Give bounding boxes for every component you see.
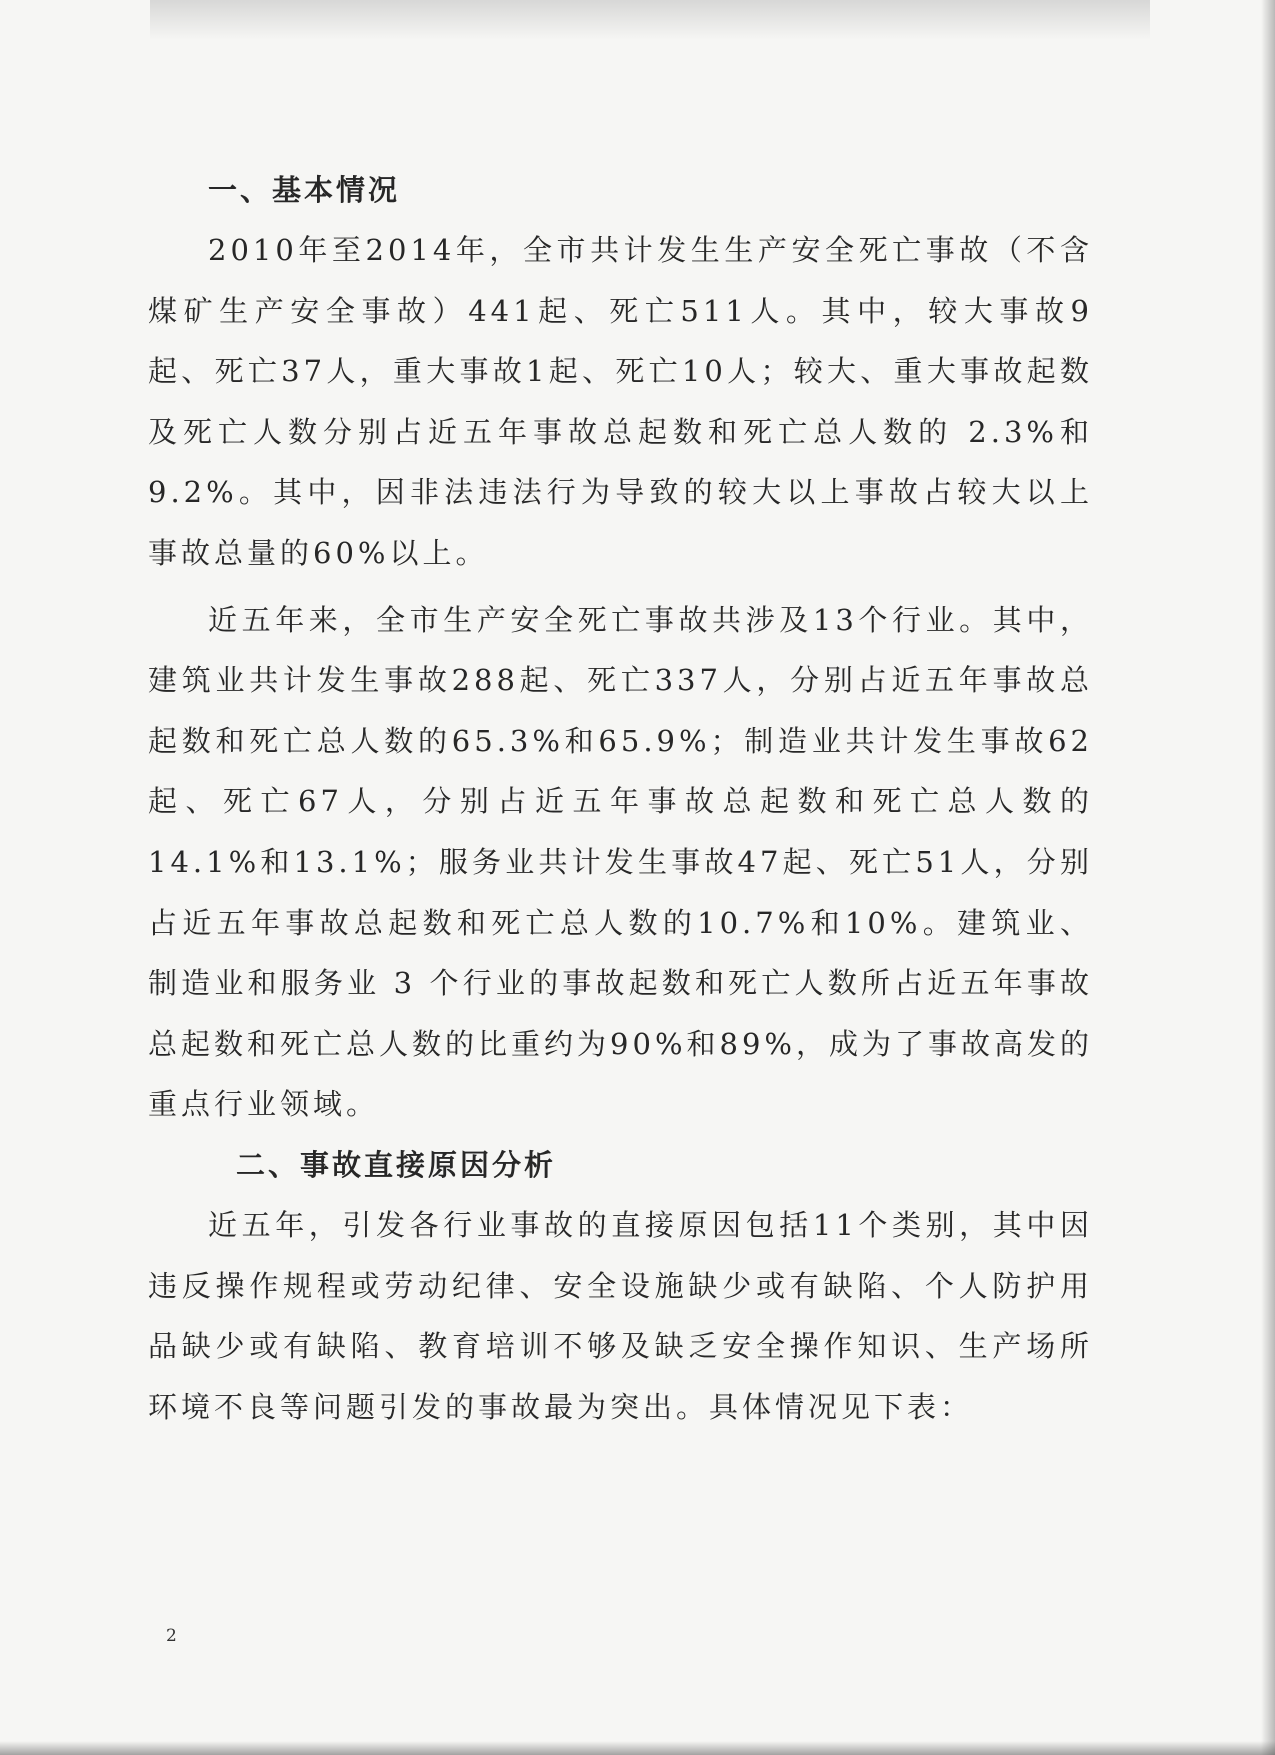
scan-edge-right — [1261, 0, 1275, 1755]
paragraph-accident-overview: 2010年至2014年，全市共计发生生产安全死亡事故（不含煤矿生产安全事故）441起、死亡511人。其中，较大事故9起、死亡37人，重大事故1起、死亡10人；较大、重大事故起数及死亡人数分别占近五年事故总起数和死亡总人数的 2.3%和9.2%。其中，因非法违法行为导致的较大以上事故占较大以上事故总量的60%以上。 — [148, 233, 1093, 570]
section-heading-direct-cause-analysis: 二、事故直接原因分析 — [236, 1147, 557, 1182]
page-number: 2 — [166, 1626, 177, 1646]
paragraph-direct-causes: 近五年，引发各行业事故的直接原因包括11个类别，其中因违反操作规程或劳动纪律、安全设施缺少或有缺陷、个人防护用品缺少或有缺陷、教育培训不够及缺乏安全操作知识、生产场所环境不良等问题引发的事故最为突出。具体情况见下表： — [148, 1207, 1093, 1424]
paragraph-industry-breakdown: 近五年来，全市生产安全死亡事故共涉及13个行业。其中，建筑业共计发生事故288起、死亡337人，分别占近五年事故总起数和死亡总人数的65.3%和65.9%；制造业共计发生事故62起、死亡67人，分别占近五年事故总起数和死亡总人数的14.1%和13.1%；服务业共计发生事故47起、死亡51人，分别占近五年事故总起数和死亡总人数的10.7%和10%。建筑业、制造业和服务业 3 个行业的事故起数和死亡人数所占近五年事故总起数和死亡总人数的比重约为90%和89%，成为了事故高发的重点行业领域。 — [148, 602, 1093, 1122]
document-body — [148, 165, 1093, 1437]
scan-edge-bottom — [0, 1741, 1275, 1755]
section-heading-basic-situation: 一、基本情况 — [208, 173, 401, 207]
scan-shadow-top — [150, 0, 1150, 40]
